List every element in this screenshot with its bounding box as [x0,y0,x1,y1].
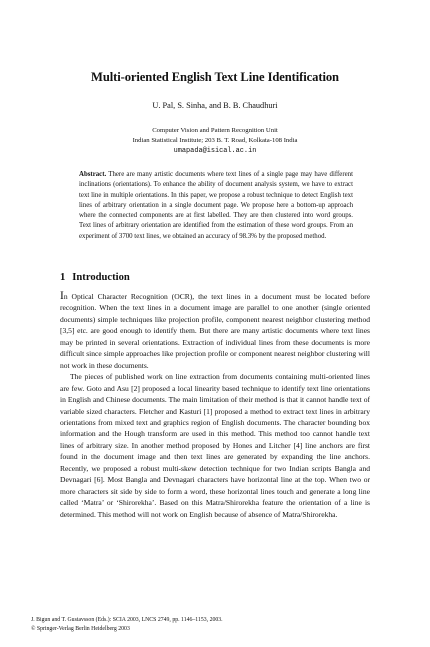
affiliation-line: Indian Statistical Institute; 203 B. T. Road, Kolkata-108 India [132,137,298,144]
intro-paragraph-1-text: n Optical Character Recognition (OCR), the text lines in a document must be located before recognition. When the text lines in a document image are parallel to one another (single oriented documents) simple techniques like projection profile, component nearest neighbor clustering method [3,5] etc. are good enough to identify them. But there are many artistic documents where text lines may be printed in several orientations. Extraction of individual lines from these documents is more difficult since simple approaches like projection profile or component nearest neighbor clustering will not work in these documents. [60,292,370,370]
abstract [79,170,353,242]
abstract-text: There are many artistic documents where text lines of a single page may have different inclinations (orientations). To enhance the ability of document analysis system, we have to extract text line in multiple orientations. In this paper, we propose a robust technique to detect English text lines of arbitrary orientation in a single document page. We propose here a bottom-up approach where the connected components are at first labelled. They are then clustered into word groups. Text lines of arbitrary orientation are identified from the estimation of these word groups. From an experiment of 3700 text lines, we obtained an accuracy of 98.3% by the proposed method. [79,171,353,240]
author-email: umapada@isical.ac.in [173,147,257,155]
paper-title: Multi-oriented English Text Line Identification [91,70,339,84]
abstract-label: Abstract. [79,171,107,178]
section-title: Introduction [72,272,130,283]
drop-cap: I [60,290,64,302]
citation-line: J. Bigun and T. Gustavsson (Eds.): SCIA 2003, LNCS 2749, pp. 1146–1153, 2003. [31,617,223,623]
section-heading [60,272,130,283]
intro-body [60,291,370,520]
intro-paragraph-1 [60,291,370,371]
copyright-line: © Springer-Verlag Berlin Heidelberg 2003 [31,626,130,632]
affiliation-line: Computer Vision and Pattern Recognition Unit [152,127,278,134]
section-number: 1 [60,272,66,283]
paper-authors: U. Pal, S. Sinha, and B. B. Chaudhuri [152,101,278,110]
page-footer [31,616,411,634]
affiliation-block [60,126,370,156]
intro-paragraph-2: The pieces of published work on line extraction from documents containing multi-oriented lines are few. Goto and Asu [2] proposed a local linearity based technique to identify text line orientations in English and Chinese documents. The main limitation of their method is that it cannot handle text of variable sized characters. Fletcher and Kasturi [1] proposed a method to extract text lines in arbitrary orientations from mixed text and graphics region of English documents. The character bounding box information and the Hough transform are used in this method. This method too cannot handle text lines of arbitrary size. In another method proposed by Hones and Litcher [4] line anchors are first found in the document image and then text lines are generated by expanding the line anchors. Recently, we proposed a robust multi-skew detection technique for two Indian scripts Bangla and Devnagari [6]. Most Bangla and Devnagari characters have horizontal line at the top. When two or more characters sit side by side to form a word, these horizontal lines touch and generate a long line called ‘Matra’ or ‘Shirorekha’. Based on this Matra/Shirorekha feature the orientation of a line is determined. This method will not work on English because of absence of Matra/Shirorekha. [60,372,370,519]
